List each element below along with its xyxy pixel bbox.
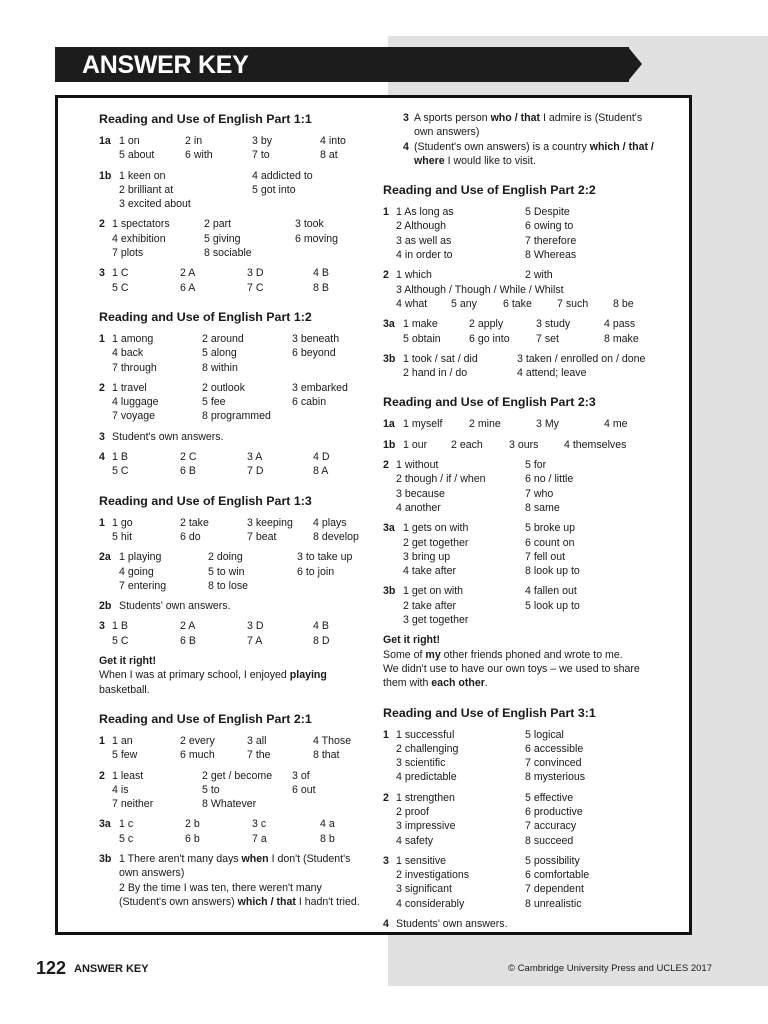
get-it-right <box>383 633 683 690</box>
get-it-right <box>99 654 374 697</box>
question-3: 3 1 sensitive 5 possibility 2 investigations 6 comfortable 3 significant 7 dependent 4 considerably 8 unrealistic <box>383 854 590 910</box>
get-it-right-heading: Get it right! <box>383 634 441 647</box>
question-3b: 3b 1 get on with 4 fallen out 2 take after 5 look up to 3 get together <box>383 585 580 627</box>
question-3b: 3b 1 took / sat / did 3 taken / enrolled on / done 2 hand in / do 4 attend; leave <box>383 352 646 380</box>
footer-label: ANSWER KEY <box>74 963 149 975</box>
question-2: 2 1 strengthen 5 effective 2 proof 6 productive 3 impressive 7 accuracy 4 safety 8 succeed <box>383 791 583 847</box>
right-column <box>383 111 683 931</box>
question-1: 1 1 successful 5 logical 2 challenging 6 accessible 3 scientific 7 convinced 4 predictable 8 mysterious <box>383 728 586 784</box>
section-title: Reading and Use of English Part 1:3 <box>99 493 312 508</box>
question-3a: 3a 1 gets on with 5 broke up 2 get together 6 count on 3 bring up 7 fell out 4 take after 8 look up to <box>383 522 580 578</box>
question-2: 2 1 which 2 with 3 Although / Though / While / Whilst 4 what 5 any 6 take 7 such 8 be <box>383 269 634 310</box>
answer-item: A sports person who / that I admire is (Student's own answers) <box>414 112 643 139</box>
section-title: Reading and Use of English Part 2:1 <box>99 711 312 726</box>
answer-item: 1 There aren't many days when I don't (Student's own answers) <box>119 852 351 880</box>
page-title: ANSWER KEY <box>82 51 249 79</box>
question-3: 3 Student's own answers. <box>99 430 224 443</box>
copyright-notice: © Cambridge University Press and UCLES 2017 <box>508 963 712 974</box>
question-4-continued: 4 (Student's own answers) is a country which / that / where I would like to visit. <box>383 140 683 169</box>
question-1a: 1a 1 on 2 in 3 by 4 into 5 about 6 with 7 to 8 at <box>99 135 346 162</box>
question-3b: 3b 1 There aren't many days when I don't (Student's own answers) 2 By the time I was ten, there weren't many (Student's own answers) which / that I hadn't tried. <box>99 852 374 909</box>
section-title: Reading and Use of English Part 1:2 <box>99 309 312 324</box>
question-2: 2 1 travel 2 outlook 3 embarked 4 luggage 5 fee 6 cabin 7 voyage 8 programmed <box>99 381 348 423</box>
get-it-right-heading: Get it right! <box>99 655 157 668</box>
question-2b: 2b Students' own answers. <box>99 600 231 613</box>
question-1b: 1b 1 our 2 each 3 ours 4 themselves <box>383 438 627 451</box>
get-it-right-text: We didn't use to have our own toys – we used to share them with each other. <box>383 662 640 690</box>
get-it-right-text: When I was at primary school, I enjoyed playing basketball. <box>99 669 327 696</box>
section-title: Reading and Use of English Part 3:1 <box>383 705 596 720</box>
page-number: 122 <box>36 958 67 978</box>
get-it-right-text: Some of my other friends phoned and wrote to me. <box>383 648 623 661</box>
answer-item: 2 By the time I was ten, there weren't many (Student's own answers) which / that I hadn't tried. <box>119 881 360 908</box>
question-1: 1 1 an 2 every 3 all 4 Those 5 few 6 much 7 the 8 that <box>99 734 352 762</box>
question-4: 4 Students' own answers. <box>383 918 508 931</box>
left-column <box>99 111 374 909</box>
question-1: 1 1 go 2 take 3 keeping 4 plays 5 hit 6 do 7 beat 8 develop <box>99 516 359 543</box>
question-3: 3 1 C 2 A 3 D 4 B 5 C 6 A 7 C 8 B <box>99 267 329 294</box>
header-arrow <box>628 47 642 81</box>
question-3-continued: 3 A sports person who / that I admire is (Student's own answers) <box>383 111 683 140</box>
section-title: Reading and Use of English Part 2:2 <box>383 183 596 198</box>
question-1: 1 1 As long as 5 Despite 2 Although 6 owing to 3 as well as 7 therefore 4 in order to 8 Whereas <box>383 206 577 262</box>
question-3a: 3a 1 make 2 apply 3 study 4 pass 5 obtain 6 go into 7 set 8 make <box>383 318 639 345</box>
question-1b: 1b 1 keen on 4 addicted to 2 brilliant at 5 got into 3 excited about <box>99 169 313 211</box>
question-2: 2 1 least 2 get / become 3 of 4 is 5 to 6 out 7 neither 8 Whatever <box>99 769 316 811</box>
question-4: 4 1 B 2 C 3 A 4 D 5 C 6 B 7 D 8 A <box>99 451 330 478</box>
section-title: Reading and Use of English Part 2:3 <box>383 395 596 410</box>
question-1: 1 1 among 2 around 3 beneath 4 back 5 along 6 beyond 7 through 8 within <box>99 332 340 374</box>
answer-item: (Student's own answers) is a country which / that / where I would like to visit. <box>414 140 654 167</box>
question-2: 2 1 spectators 2 part 3 took 4 exhibition 5 giving 6 moving 7 plots 8 sociable <box>99 218 338 260</box>
question-2: 2 1 without 5 for 2 though / if / when 6 no / little 3 because 7 who 4 another 8 same <box>383 459 574 514</box>
question-2a: 2a 1 playing 2 doing 3 to take up 4 going 5 to win 6 to join 7 entering 8 to lose <box>99 551 353 592</box>
section-title: Reading and Use of English Part 1:1 <box>99 112 312 126</box>
question-3a: 3a 1 c 2 b 3 c 4 a 5 c 6 b 7 a 8 b <box>99 818 335 845</box>
question-3: 3 1 B 2 A 3 D 4 B 5 C 6 B 7 A 8 D <box>99 620 330 647</box>
question-1a: 1a 1 myself 2 mine 3 My 4 me <box>383 418 628 431</box>
